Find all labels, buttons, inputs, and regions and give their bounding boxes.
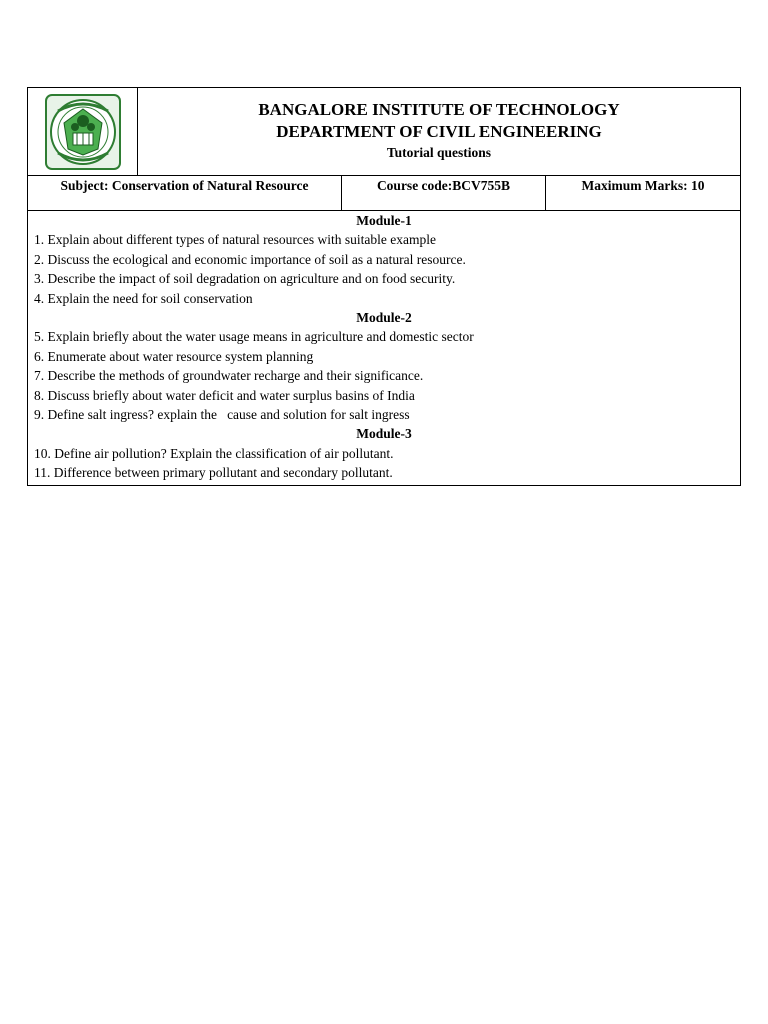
question-item: 10. Define air pollution? Explain the classification of air pollutant. xyxy=(34,445,394,461)
document-type: Tutorial questions xyxy=(386,145,492,160)
question-item: 5. Explain briefly about the water usage means in agriculture and domestic sector xyxy=(34,329,474,345)
question-item: 11. Difference between primary pollutant and secondary pollutant. xyxy=(34,465,393,481)
module-heading: Module-2 xyxy=(356,310,412,326)
question-item: 1. Explain about different types of natural resources with suitable example xyxy=(34,232,437,248)
questions-body xyxy=(28,211,740,485)
logo-cell xyxy=(28,88,138,175)
question-item: 4. Explain the need for soil conservation xyxy=(34,290,253,306)
module-heading: Module-3 xyxy=(356,426,412,442)
subject-label: Subject: Conservation of Natural Resource xyxy=(28,176,342,210)
title-cell xyxy=(138,88,740,175)
department-name: DEPARTMENT OF CIVIL ENGINEERING xyxy=(276,122,602,141)
tutorial-question-table xyxy=(27,87,741,486)
institute-seal-icon xyxy=(44,93,122,171)
question-item: 9. Define salt ingress? explain the cause and solution for salt ingress xyxy=(34,407,410,423)
header-row xyxy=(28,88,740,176)
question-item: 8. Discuss briefly about water deficit and water surplus basins of India xyxy=(34,387,415,403)
question-item: 7. Describe the methods of groundwater recharge and their significance. xyxy=(34,368,424,384)
question-item: 6. Enumerate about water resource system planning xyxy=(34,348,314,364)
question-item: 3. Describe the impact of soil degradation on agriculture and on food security. xyxy=(34,271,456,287)
max-marks-label: Maximum Marks: 10 xyxy=(581,178,705,193)
module-heading: Module-1 xyxy=(356,213,412,228)
course-info-row xyxy=(28,176,740,211)
institute-name: BANGALORE INSTITUTE OF TECHNOLOGY xyxy=(258,100,620,119)
question-item: 2. Discuss the ecological and economic importance of soil as a natural resource. xyxy=(34,251,466,267)
course-code-label: Course code:BCV755B xyxy=(342,176,546,210)
